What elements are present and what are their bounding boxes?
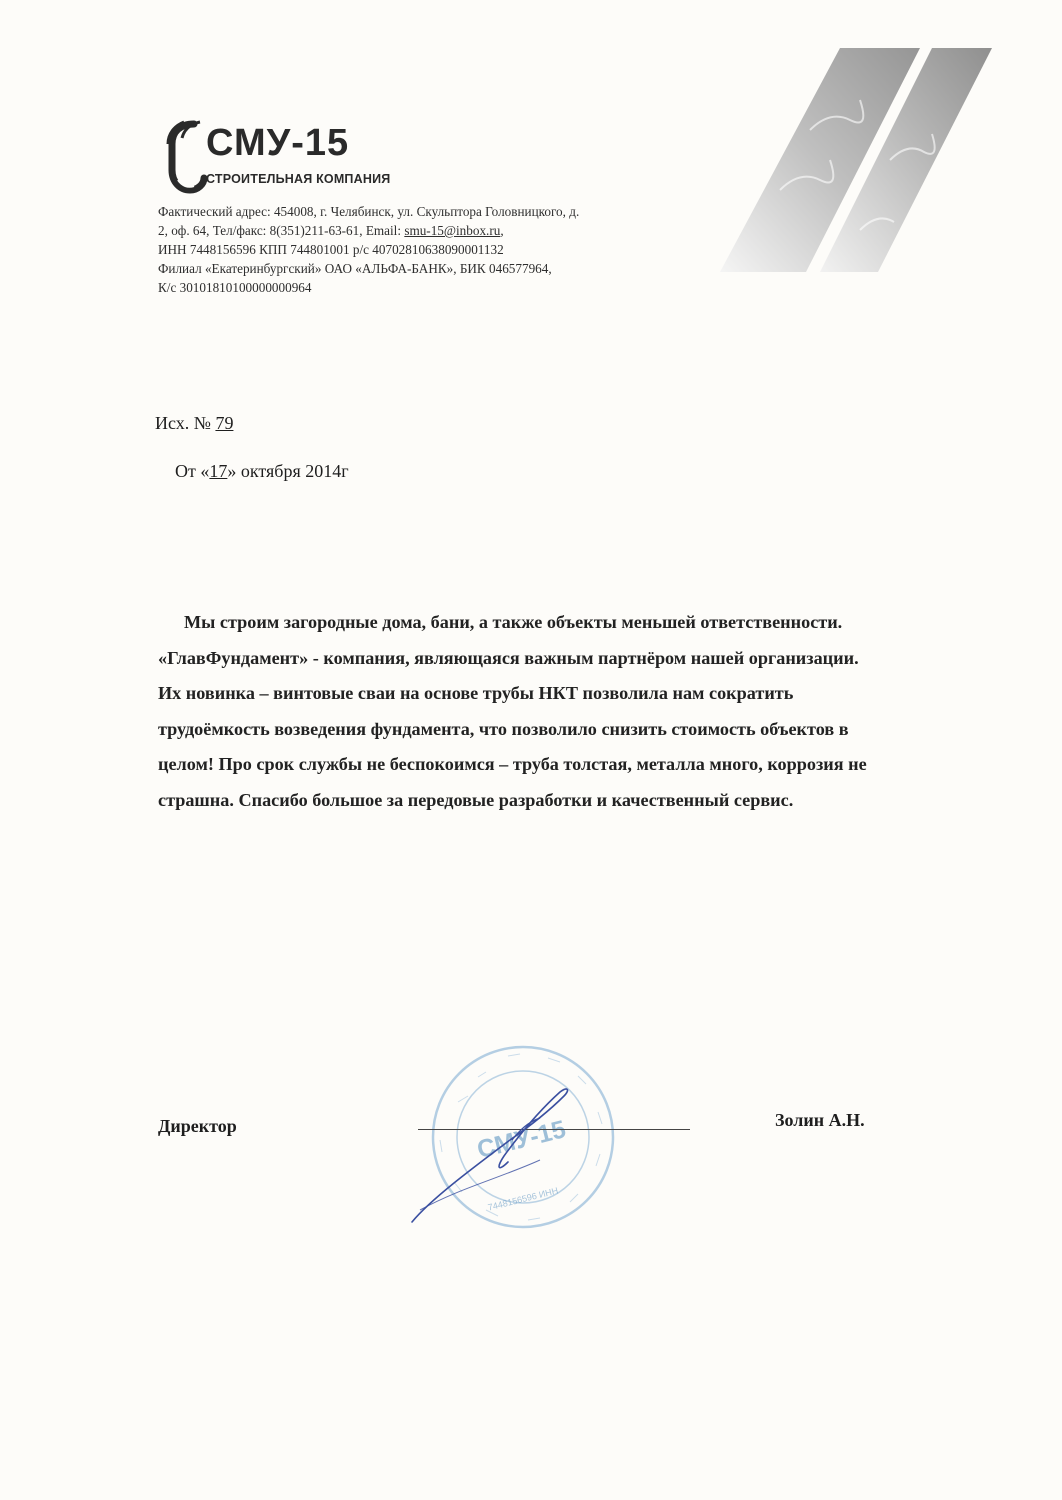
body-line: страшна. Спасибо большое за передовые разработки и качественный сервис. [158, 789, 794, 810]
date-month-year: » октября 2014г [227, 461, 349, 481]
outgoing-number-value: 79 [215, 413, 234, 433]
requisites-phone: 2, оф. 64, Тел/факс: 8(351)211-63-61, Email: [158, 223, 405, 238]
letter-date [175, 461, 349, 482]
requisites-bank: Филиал «Екатеринбургский» ОАО «АЛЬФА-БАНК», БИК 046577964, [158, 261, 552, 276]
requisites-comma: , [500, 223, 504, 238]
letter-body [158, 605, 1018, 818]
decorative-stripes [720, 40, 1010, 280]
outgoing-number [155, 413, 233, 434]
handwritten-signature [400, 1060, 600, 1230]
body-line: трудоёмкость возведения фундамента, что позволило снизить стоимость объектов в [158, 718, 849, 739]
company-logo [160, 120, 440, 200]
company-type: СТРОИТЕЛЬНАЯ КОМПАНИЯ [206, 172, 391, 186]
signer-role: Директор [158, 1116, 237, 1136]
requisites-contacts [158, 221, 678, 240]
requisites-correspondent-account: К/с 30101810100000000964 [158, 280, 312, 295]
outgoing-number-label: Исх. № [155, 413, 216, 433]
date-day: 17 [209, 461, 228, 481]
stamp-inn: 7448156596 ИНН [486, 1185, 560, 1213]
company-name: СМУ-15 [206, 122, 350, 164]
body-line: «ГлавФундамент» - компания, являющаяся важным партнёром нашей организации. [158, 647, 859, 668]
company-requisites [158, 202, 678, 297]
body-line: Мы строим загородные дома, бани, а также объекты меньшей ответственности. [184, 612, 843, 632]
requisites-email: smu-15@inbox.ru [404, 223, 501, 238]
crane-hook-icon [160, 120, 208, 200]
date-prefix: От « [175, 461, 210, 481]
signer-name: Золин А.Н. [775, 1110, 865, 1130]
body-line: Их новинка – винтовые сваи на основе трубы НКТ позволила нам сократить [158, 683, 794, 703]
body-line: целом! Про срок службы не беспокоимся – труба толстая, металла много, коррозия не [158, 754, 867, 774]
requisites-address: Фактический адрес: 454008, г. Челябинск, ул. Скульптора Головницкого, д. [158, 204, 580, 219]
requisites-inn: ИНН 7448156596 КПП 744801001 р/с 40702810638090001132 [158, 242, 504, 257]
stamp-company-name: СМУ-15 [474, 1115, 569, 1165]
